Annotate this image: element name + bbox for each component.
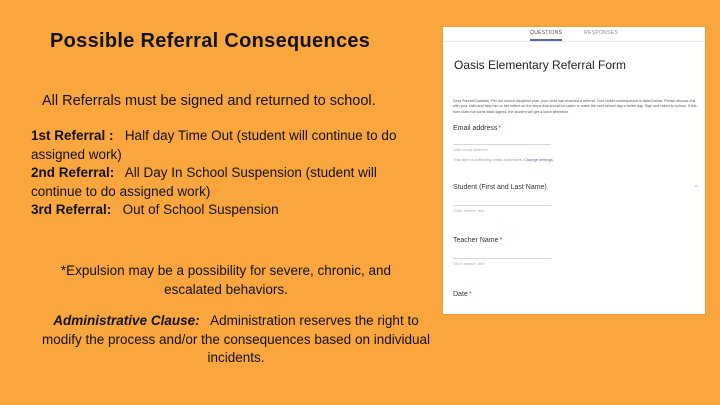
clause-text: Administration reserves the right to modify the process and/or the consequences based on individual incidents. [42, 313, 430, 366]
form-title: Oasis Elementary Referral Form [454, 58, 627, 72]
teacher-field-label: Teacher Name* [453, 237, 503, 244]
student-field-label: Student (First and Last Name) [453, 184, 547, 191]
teacher-placeholder: Short answer text [453, 261, 485, 266]
administrative-clause [36, 312, 436, 368]
tab-questions[interactable]: QUESTIONS [530, 27, 562, 41]
tab-responses[interactable]: RESPONSES [584, 30, 618, 36]
form-intro: Dear Parent/Guardian, Per our school discipline plan, your child has received a referral. Your child's consequence is listed below. Please discuss this with your child and help him or her reflect on the steps that should be taken to make the next school day a better day. Sign and return to school. If this form does not come back signed, the student will get a lunch detention. [453, 99, 697, 114]
referral-2 [31, 164, 431, 201]
slide-title: Possible Referral Consequences [50, 30, 371, 52]
expulsion-note: *Expulsion may be a possibility for severe, chronic, and escalated behaviors. [60, 263, 392, 297]
referral-2-text: All Day In School Suspension (student will continue to do assigned work) [31, 165, 377, 199]
slide-subtitle: All Referrals must be signed and returned to school. [42, 93, 376, 109]
email-collection-note: This form is collecting email addresses. Change settings [453, 157, 553, 162]
referral-3-label: 3rd Referral: [31, 202, 112, 218]
email-field-label: Email address* [453, 125, 502, 132]
clause-label: Administrative Clause: [53, 313, 200, 328]
referral-1-text: Half day Time Out (student will continue to do assigned work) [31, 128, 397, 162]
email-field[interactable] [453, 138, 551, 152]
date-field-label: Date* [453, 291, 472, 298]
email-placeholder: Valid email address [453, 147, 488, 152]
referral-3 [31, 201, 431, 220]
referral-1 [31, 127, 431, 164]
student-placeholder: Short answer text [453, 208, 485, 213]
student-name-field[interactable] [453, 199, 551, 213]
referral-form-screenshot [443, 27, 705, 314]
referral-3-text: Out of School Suspension [122, 202, 279, 218]
form-tabs [443, 27, 705, 42]
referral-list [31, 127, 431, 220]
referral-2-label: 2nd Referral: [31, 165, 115, 181]
referral-1-label: 1st Referral : [31, 128, 114, 143]
side-dot [695, 185, 697, 187]
change-settings-link[interactable]: Change settings [523, 157, 553, 162]
teacher-name-field[interactable] [453, 252, 551, 266]
